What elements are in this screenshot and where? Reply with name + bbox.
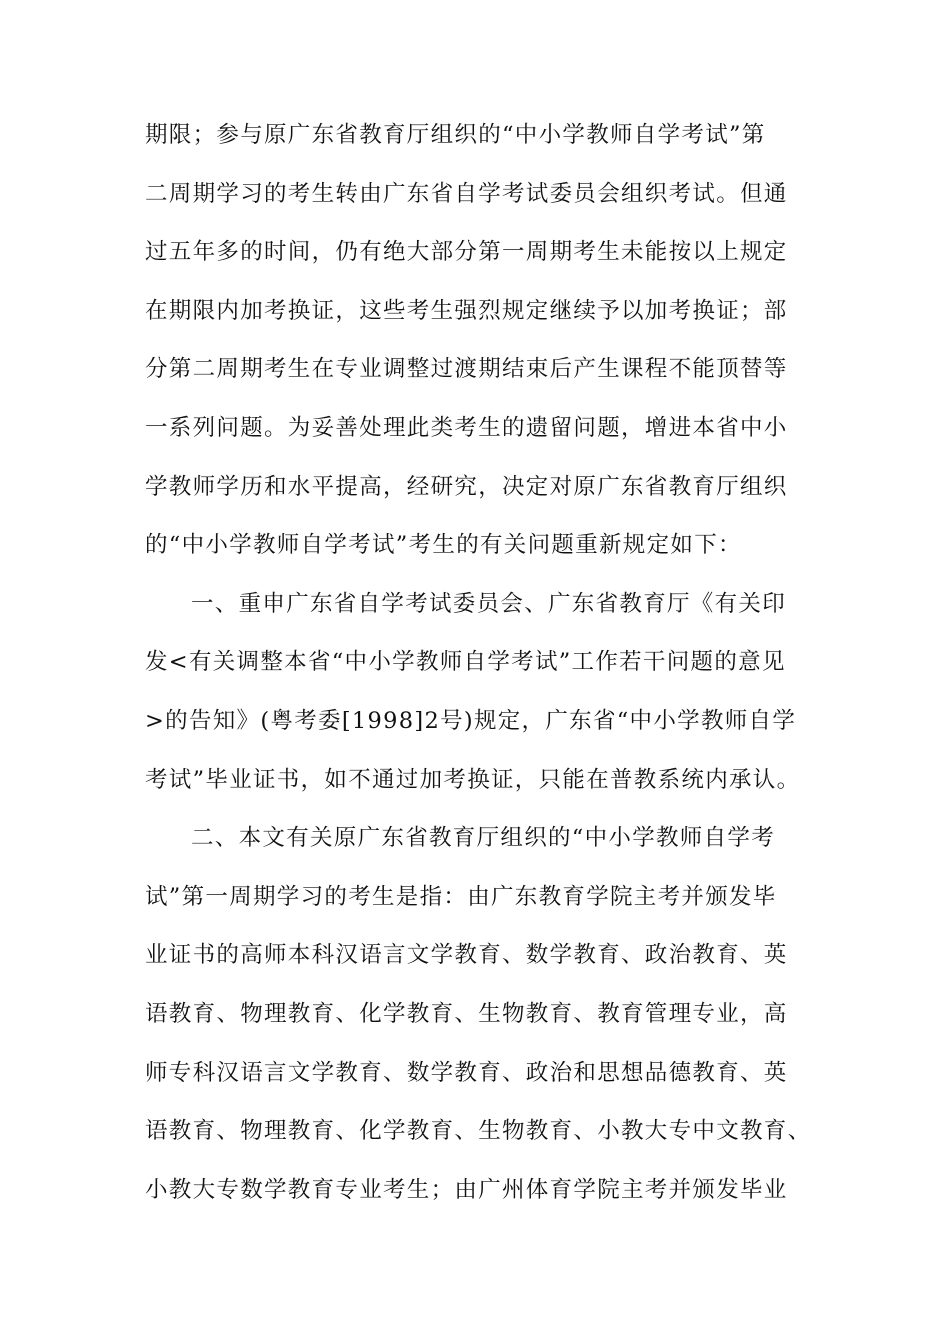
text-line: 一、重申广东省自学考试委员会、广东省教育厅《有关印 — [191, 590, 787, 617]
text-line: 分第二周期考生在专业调整过渡期结束后产生课程不能顶替等 — [145, 356, 788, 383]
text-line: 的“中小学教师自学考试”考生的有关问题重新规定如下： — [145, 532, 742, 559]
text-line: 学教师学历和水平提高，经研究，决定对原广东省教育厅组织 — [145, 473, 788, 500]
body-text — [145, 106, 812, 1219]
text-line: 师专科汉语言文学教育、数学教育、政治和思想品德教育、英 — [145, 1059, 788, 1086]
text-line: 二、本文有关原广东省教育厅组织的“中小学教师自学考 — [191, 825, 776, 852]
text-line: 语教育、物理教育、化学教育、生物教育、小教大专中文教育、 — [145, 1118, 812, 1145]
text-line: 语教育、物理教育、化学教育、生物教育、教育管理专业，高 — [145, 1000, 788, 1027]
text-line: 过五年多的时间，仍有绝大部分第一周期考生未能按以上规定 — [145, 239, 788, 266]
text-line: 试”第一周期学习的考生是指：由广东教育学院主考并颁发毕 — [145, 883, 777, 910]
text-line: 发<有关调整本省“中小学教师自学考试”工作若干问题的意见 — [145, 649, 786, 676]
text-line: 一系列问题。为妥善处理此类考生的遗留问题，增进本省中小 — [145, 414, 788, 441]
text-line: 小教大专数学教育专业考生；由广州体育学院主考并颁发毕业 — [145, 1176, 788, 1203]
text-line: >的告知》(粤考委[1998]2号)规定，广东省“中小学教师自学 — [145, 707, 797, 734]
text-line: 业证书的高师本科汉语言文学教育、数学教育、政治教育、英 — [145, 942, 788, 969]
text-line: 在期限内加考换证，这些考生强烈规定继续予以加考换证；部 — [145, 297, 788, 324]
text-line: 期限；参与原广东省教育厅组织的“中小学教师自学考试”第 — [145, 122, 766, 148]
text-line: 二周期学习的考生转由广东省自学考试委员会组织考试。但通 — [145, 180, 788, 207]
text-line: 考试”毕业证书，如不通过加考换证，只能在普教系统内承认。 — [145, 766, 801, 793]
